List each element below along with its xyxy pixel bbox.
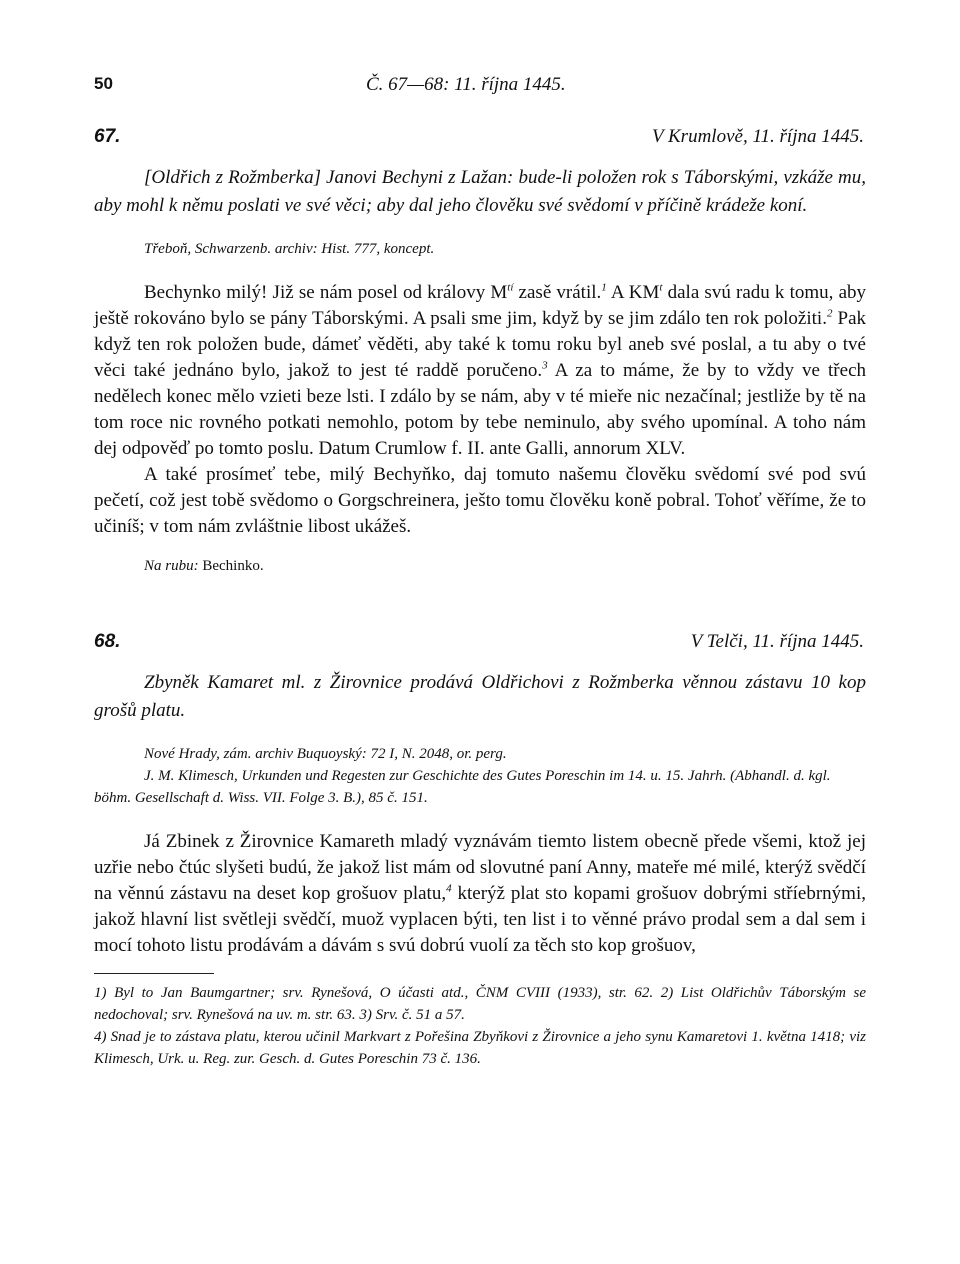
footnote-line-2: 4) Snad je to zástava platu, kterou učinil Markvart z Pořešina Zbyňkovi z Žirovnice a jeho synu Kamaretovi 1. května 1418; viz Klimesch, Urk. u. Reg. zur. Gesch. d. Gutes Poreschin 73 č. 136. <box>94 1029 866 1067</box>
footnotes <box>94 982 866 1070</box>
footnote-divider <box>94 973 214 974</box>
footnote-line-1: 1) Byl to Jan Baumgartner; srv. Rynešová, O účasti atd., ČNM CVIII (1933), str. 62. 2) List Oldřichův Táborským se nedochoval; srv. Rynešová na uv. m. str. 63. 3) Srv. č. 51 a 57. <box>94 985 866 1023</box>
doc67-source: Třeboň, Schwarzenb. archiv: Hist. 777, koncept. <box>144 241 435 257</box>
doc67-endorsement <box>144 558 866 575</box>
doc67-number: 67. <box>94 126 121 147</box>
superscript: t <box>659 281 663 294</box>
doc68-number: 68. <box>94 631 121 652</box>
doc67-regest: [Oldřich z Rožmberka] Janovi Bechyni z Lažan: bude-li položen rok s Táborskými, vzkáže mu, aby mohl k němu poslati ve své věci; aby dal jeho člověku své svědomí v příčině krádeže koní. <box>94 167 866 216</box>
text-run: zasě vrátil. <box>513 282 602 303</box>
doc68-source-1: Nové Hrady, zám. archiv Buquoyský: 72 I, N. 2048, or. perg. <box>144 746 507 762</box>
running-title: Č. 67—68: 11. října 1445. <box>366 74 566 95</box>
doc68-source-2: J. M. Klimesch, Urkunden und Regesten zur Geschichte des Gutes Poreschin im 14. u. 15. Jahrh. (Abhandl. d. kgl. böhm. Gesellschaft d. Wiss. VII. Folge 3. B.), 85 č. 151. <box>94 768 831 806</box>
doc68-place-date: V Telči, 11. října 1445. <box>690 631 864 652</box>
text-run: Pak když ten rok položen bude, dámeť věděti, aby také k tomu roku byl aneb své poslal, a tu aby o tvé věci také jednáno bylo, jakož to jest té raddě poručeno. <box>94 308 867 381</box>
footnote-ref: 2 <box>826 307 833 320</box>
endorsement-label: Na rubu: <box>144 558 199 574</box>
text-run: A za to máme, že by to vždy ve třech nedělech konec mělo vzieti beze lsti. I zdálo by se nám, aby v té mieře nic nezačínal; jestliže by tě na tom roce nic rovného potkati nemohlo, potom by tebe neminulo, aby svého upomínal. A toho nám dej odpověď po tomto poslu. Datum Crumlow f. II. ante Galli, annorum XLV. <box>94 360 866 459</box>
doc68-regest: Zbyněk Kamaret ml. z Žirovnice prodává Oldřichovi z Rožmberka věnnou zástavu 10 kop grošů platu. <box>94 672 866 721</box>
page-header <box>94 74 866 104</box>
doc67-place-date: V Krumlově, 11. října 1445. <box>652 126 864 147</box>
text-run: kterýž plat sto kopami grošuov dobrými stříebrnými, jakož hlavní list světleji svědčí, muož vyplacen býti, ten list i to věnné právo prodal sem a dal sem i mocí tohoto listu prodávám a dávám s svú dobrú vuolí za těch sto kop grošuov, <box>94 883 866 956</box>
footnote-ref: 4 <box>446 882 452 895</box>
text-run: dala svú radu k tomu, aby ještě rokováno bylo se pány Táborskými. A psali sme jim, když by se jim zdálo ten rok položiti. <box>94 282 867 329</box>
text-run: Bechynko milý! Již se nám posel od královy M <box>144 282 508 303</box>
superscript: tí <box>507 281 514 294</box>
doc67-heading <box>94 126 866 160</box>
text-run: Já Zbinek z Žirovnice Kamareth mladý vyznávám tiemto listem obecně přede všemi, ktož jej uzřie nebo čtúc slyšeti budú, že jakož list mám od slovutné paní Anny, mateře mé milé, kterýž svědčí na věnnú zástavu na deset kop grošuov platu, <box>94 831 866 904</box>
page-number: 50 <box>94 74 113 93</box>
doc68-paragraph-1 <box>94 829 866 959</box>
document-page <box>94 74 866 1070</box>
endorsement-text: Bechinko. <box>198 558 264 574</box>
doc67-paragraph-1 <box>94 280 866 462</box>
doc67-paragraph-2: A také prosímeť tebe, milý Bechyňko, daj tomuto našemu člověku svědomí své pod svú pečetí, což jest tobě svědomo o Gorgschreinera, ješto tomu člověku koně pobral. Tohoť věříme, že to učiníš; v tom nám zvláštnie libost ukážeš. <box>94 464 866 537</box>
footnote-ref: 3 <box>542 359 548 372</box>
text-run: A KM <box>606 282 660 303</box>
doc68-heading <box>94 631 866 665</box>
footnote-ref: 1 <box>601 281 607 294</box>
